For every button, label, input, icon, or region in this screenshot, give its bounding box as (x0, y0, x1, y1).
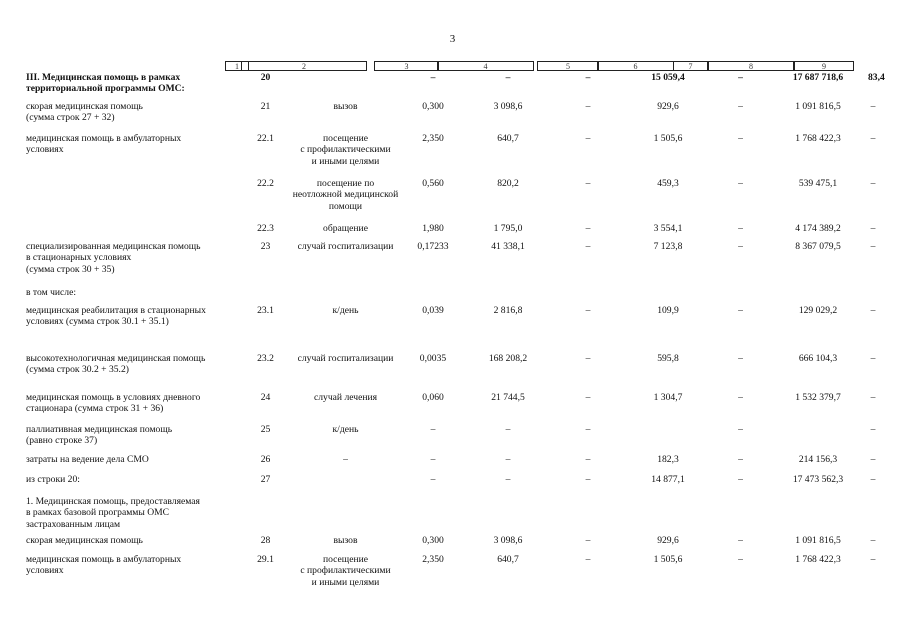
cell-line: условиях (сумма строк 30.1 + 35.1) (26, 316, 169, 328)
cell-line: (сумма строк 30 + 35) (26, 263, 115, 275)
cell-col-4: 3 098,6 (493, 101, 523, 112)
cell-col-8: 1 768 422,3 (795, 554, 841, 565)
cell-col-9: – (870, 101, 876, 112)
cell-col-5: – (585, 392, 591, 403)
cell-col-5: – (585, 554, 591, 565)
cell-line: из строки 20: (26, 474, 80, 485)
cell-col-3: 0,0035 (419, 353, 447, 364)
row-label (26, 72, 241, 95)
cell-line: и иными целями (311, 576, 380, 588)
cell-col-7: – (738, 223, 743, 234)
cell-line: специализированная медицинская помощь (26, 241, 201, 252)
cell-line: медицинская реабилитация в стационарных (26, 305, 206, 316)
cell-line: вызов (333, 535, 358, 546)
page-number: 3 (449, 33, 456, 45)
cell-col-8: 4 174 389,2 (795, 223, 841, 234)
cell-col-9: – (870, 241, 876, 252)
cell-col-5: – (585, 305, 591, 316)
cell-col-1: 20 (260, 72, 271, 83)
cell-line: с профилактическими (300, 565, 391, 577)
cell-col-5: – (585, 178, 591, 189)
cell-col-4: 640,7 (497, 554, 519, 565)
cell-col-8: 17 473 562,3 (792, 474, 844, 485)
cell-line: условиях (26, 565, 64, 577)
cell-col-9: – (870, 554, 876, 565)
cell-col-5: – (585, 101, 591, 112)
cell-col-5: – (585, 241, 591, 252)
cell-col-4: – (505, 474, 511, 485)
row-label (26, 454, 241, 465)
cell-col-2 (288, 353, 403, 364)
cell-col-9: – (870, 535, 876, 546)
cell-col-6: 182,3 (657, 454, 679, 465)
cell-col-1: 29.1 (257, 554, 274, 565)
cell-line: в стационарных условиях (26, 252, 132, 264)
cell-col-5: – (585, 424, 591, 435)
cell-col-8: 666 104,3 (798, 353, 838, 364)
cell-line: медицинская помощь в амбулаторных (26, 133, 182, 144)
cell-col-8: 129 029,2 (798, 305, 838, 316)
cell-col-7: – (738, 474, 743, 485)
cell-line: (сумма строк 30.2 + 35.2) (26, 364, 129, 376)
cell-col-2 (288, 535, 403, 546)
cell-col-1: 27 (260, 474, 271, 485)
cell-col-8: 214 156,3 (798, 454, 838, 465)
cell-col-3: 1,980 (422, 223, 444, 234)
cell-line: 1. Медицинская помощь, предоставляемая (26, 496, 200, 507)
cell-col-4: 640,7 (497, 133, 519, 144)
cell-col-2 (288, 133, 403, 167)
cell-col-1: 23.1 (257, 305, 274, 316)
cell-line: медицинская помощь в условиях дневного (26, 392, 201, 403)
cell-line: скорая медицинская помощь (26, 535, 143, 546)
cell-line: стационара (сумма строк 31 + 36) (26, 403, 164, 415)
cell-col-7: – (738, 554, 743, 565)
cell-line: медицинская помощь в амбулаторных (26, 554, 182, 565)
cell-col-3: 0,300 (422, 535, 444, 546)
row-label (26, 424, 241, 447)
cell-col-1: 21 (260, 101, 271, 112)
cell-line: неотложной медицинской (292, 189, 399, 201)
cell-col-9: – (870, 223, 876, 234)
cell-col-4: 41 338,1 (491, 241, 525, 252)
cell-col-6: 1 505,6 (653, 133, 683, 144)
cell-line: помощи (328, 200, 363, 212)
cell-line: посещение (323, 133, 368, 144)
cell-line: обращение (323, 223, 368, 234)
column-number-8: 8 (708, 61, 794, 71)
cell-col-9: 83,4 (868, 72, 885, 83)
cell-col-7: – (738, 305, 743, 316)
cell-col-9: – (870, 392, 876, 403)
cell-col-3: – (430, 72, 436, 83)
cell-col-5: – (585, 535, 591, 546)
cell-col-1: 25 (260, 424, 271, 435)
cell-col-9: – (870, 474, 876, 485)
cell-col-2 (288, 305, 403, 316)
cell-col-3: – (430, 424, 436, 435)
cell-line: посещение по (316, 178, 375, 189)
column-number-7: 7 (673, 61, 708, 71)
cell-line: с профилактическими (300, 144, 391, 156)
column-number-9: 9 (794, 61, 854, 71)
row-label (26, 241, 241, 275)
cell-col-3: 2,350 (422, 554, 444, 565)
cell-line: (сумма строк 27 + 32) (26, 112, 115, 124)
cell-line: посещение (323, 554, 368, 565)
cell-col-7: – (738, 424, 743, 435)
cell-col-1: 26 (260, 454, 271, 465)
cell-line: затраты на ведение дела СМО (26, 454, 149, 465)
cell-col-8: 17 687 718,6 (792, 72, 844, 83)
cell-col-1: 23 (260, 241, 271, 252)
cell-col-6: 7 123,8 (653, 241, 683, 252)
column-number-6: 6 (597, 61, 674, 71)
cell-col-2 (288, 392, 403, 403)
cell-col-8: 8 367 079,5 (795, 241, 841, 252)
column-number-3: 3 (374, 61, 439, 71)
cell-col-3: 0,560 (422, 178, 444, 189)
cell-col-9: – (870, 454, 876, 465)
cell-col-4: – (505, 424, 511, 435)
cell-line: – (343, 454, 348, 465)
cell-line: вызов (333, 101, 358, 112)
cell-line: III. Медицинская помощь в рамках (26, 72, 181, 83)
cell-col-7: – (738, 353, 743, 364)
cell-line: к/день (332, 424, 359, 435)
cell-line: случай госпитализации (297, 353, 394, 364)
cell-line: в том числе: (26, 287, 77, 298)
cell-col-4: – (505, 454, 511, 465)
cell-line: паллиативная медицинская помощь (26, 424, 173, 435)
cell-col-7: – (738, 72, 743, 83)
cell-col-7: – (738, 535, 743, 546)
cell-col-6: 595,8 (657, 353, 679, 364)
cell-line: условиях (26, 144, 64, 156)
cell-col-9: – (870, 424, 876, 435)
cell-col-5: – (585, 223, 591, 234)
cell-col-8: 1 532 379,7 (795, 392, 841, 403)
cell-col-7: – (738, 133, 743, 144)
cell-col-5: – (585, 454, 591, 465)
cell-col-4: 820,2 (497, 178, 519, 189)
cell-col-1: 23.2 (257, 353, 274, 364)
column-number-5: 5 (537, 61, 599, 71)
cell-col-7: – (738, 454, 743, 465)
cell-col-6: 459,3 (657, 178, 679, 189)
cell-line: случай лечения (313, 392, 378, 403)
cell-col-6: 109,9 (657, 305, 679, 316)
row-label (26, 101, 241, 124)
cell-line: (равно строке 37) (26, 435, 98, 447)
cell-col-5: – (585, 72, 591, 83)
cell-col-6: 929,6 (657, 101, 679, 112)
cell-col-4: 21 744,5 (491, 392, 525, 403)
cell-col-9: – (870, 353, 876, 364)
cell-col-6: 3 554,1 (653, 223, 683, 234)
cell-col-1: 22.3 (257, 223, 274, 234)
cell-col-2 (288, 223, 403, 234)
column-number-2: 2 (241, 61, 367, 71)
cell-col-2 (288, 101, 403, 112)
cell-line: скорая медицинская помощь (26, 101, 143, 112)
cell-col-7: – (738, 392, 743, 403)
row-label (26, 305, 241, 328)
cell-col-9: – (870, 305, 876, 316)
cell-col-2 (288, 454, 403, 465)
cell-line: и иными целями (311, 155, 380, 167)
cell-col-3: 0,300 (422, 101, 444, 112)
column-number-4: 4 (437, 61, 534, 71)
cell-col-6: 15 059,4 (651, 72, 685, 83)
column-number-1: 1 (225, 61, 249, 71)
cell-col-4: 1 795,0 (493, 223, 523, 234)
cell-col-3: – (430, 454, 436, 465)
cell-col-8: 539 475,1 (798, 178, 838, 189)
row-label (26, 133, 241, 156)
row-label (26, 554, 241, 577)
cell-col-7: – (738, 178, 743, 189)
cell-line: случай госпитализации (297, 241, 394, 252)
cell-col-8: 1 768 422,3 (795, 133, 841, 144)
cell-col-8: 1 091 816,5 (795, 101, 841, 112)
cell-col-6: 929,6 (657, 535, 679, 546)
cell-col-2 (288, 424, 403, 435)
row-label (26, 353, 241, 376)
cell-col-1: 22.1 (257, 133, 274, 144)
cell-col-2 (288, 554, 403, 588)
cell-col-2 (288, 178, 403, 212)
cell-col-3: 2,350 (422, 133, 444, 144)
cell-col-4: 2 816,8 (493, 305, 523, 316)
row-label (26, 535, 241, 546)
row-label (26, 474, 241, 485)
cell-col-4: 3 098,6 (493, 535, 523, 546)
cell-col-3: 0,17233 (417, 241, 449, 252)
cell-col-7: – (738, 101, 743, 112)
cell-line: застрахованным лицам (26, 518, 121, 530)
row-label (26, 392, 241, 415)
row-label (26, 496, 241, 530)
cell-col-5: – (585, 133, 591, 144)
row-label (26, 287, 241, 298)
cell-col-3: – (430, 474, 436, 485)
cell-col-7: – (738, 241, 743, 252)
cell-col-8: 1 091 816,5 (795, 535, 841, 546)
cell-col-2 (288, 241, 403, 252)
cell-col-5: – (585, 353, 591, 364)
cell-col-6: 14 877,1 (651, 474, 685, 485)
cell-col-1: 28 (260, 535, 271, 546)
cell-col-4: – (505, 72, 511, 83)
cell-col-4: 168 208,2 (488, 353, 528, 364)
cell-col-3: 0,060 (422, 392, 444, 403)
cell-col-1: 22.2 (257, 178, 274, 189)
cell-col-1: 24 (260, 392, 271, 403)
cell-col-9: – (870, 133, 876, 144)
cell-col-6: 1 304,7 (653, 392, 683, 403)
cell-col-5: – (585, 474, 591, 485)
cell-line: высокотехнологичная медицинская помощь (26, 353, 206, 364)
cell-col-9: – (870, 178, 876, 189)
cell-line: к/день (332, 305, 359, 316)
cell-line: в рамках базовой программы ОМС (26, 507, 170, 519)
cell-line: территориальной программы ОМС: (26, 83, 185, 95)
cell-col-3: 0,039 (422, 305, 444, 316)
cell-col-6: 1 505,6 (653, 554, 683, 565)
